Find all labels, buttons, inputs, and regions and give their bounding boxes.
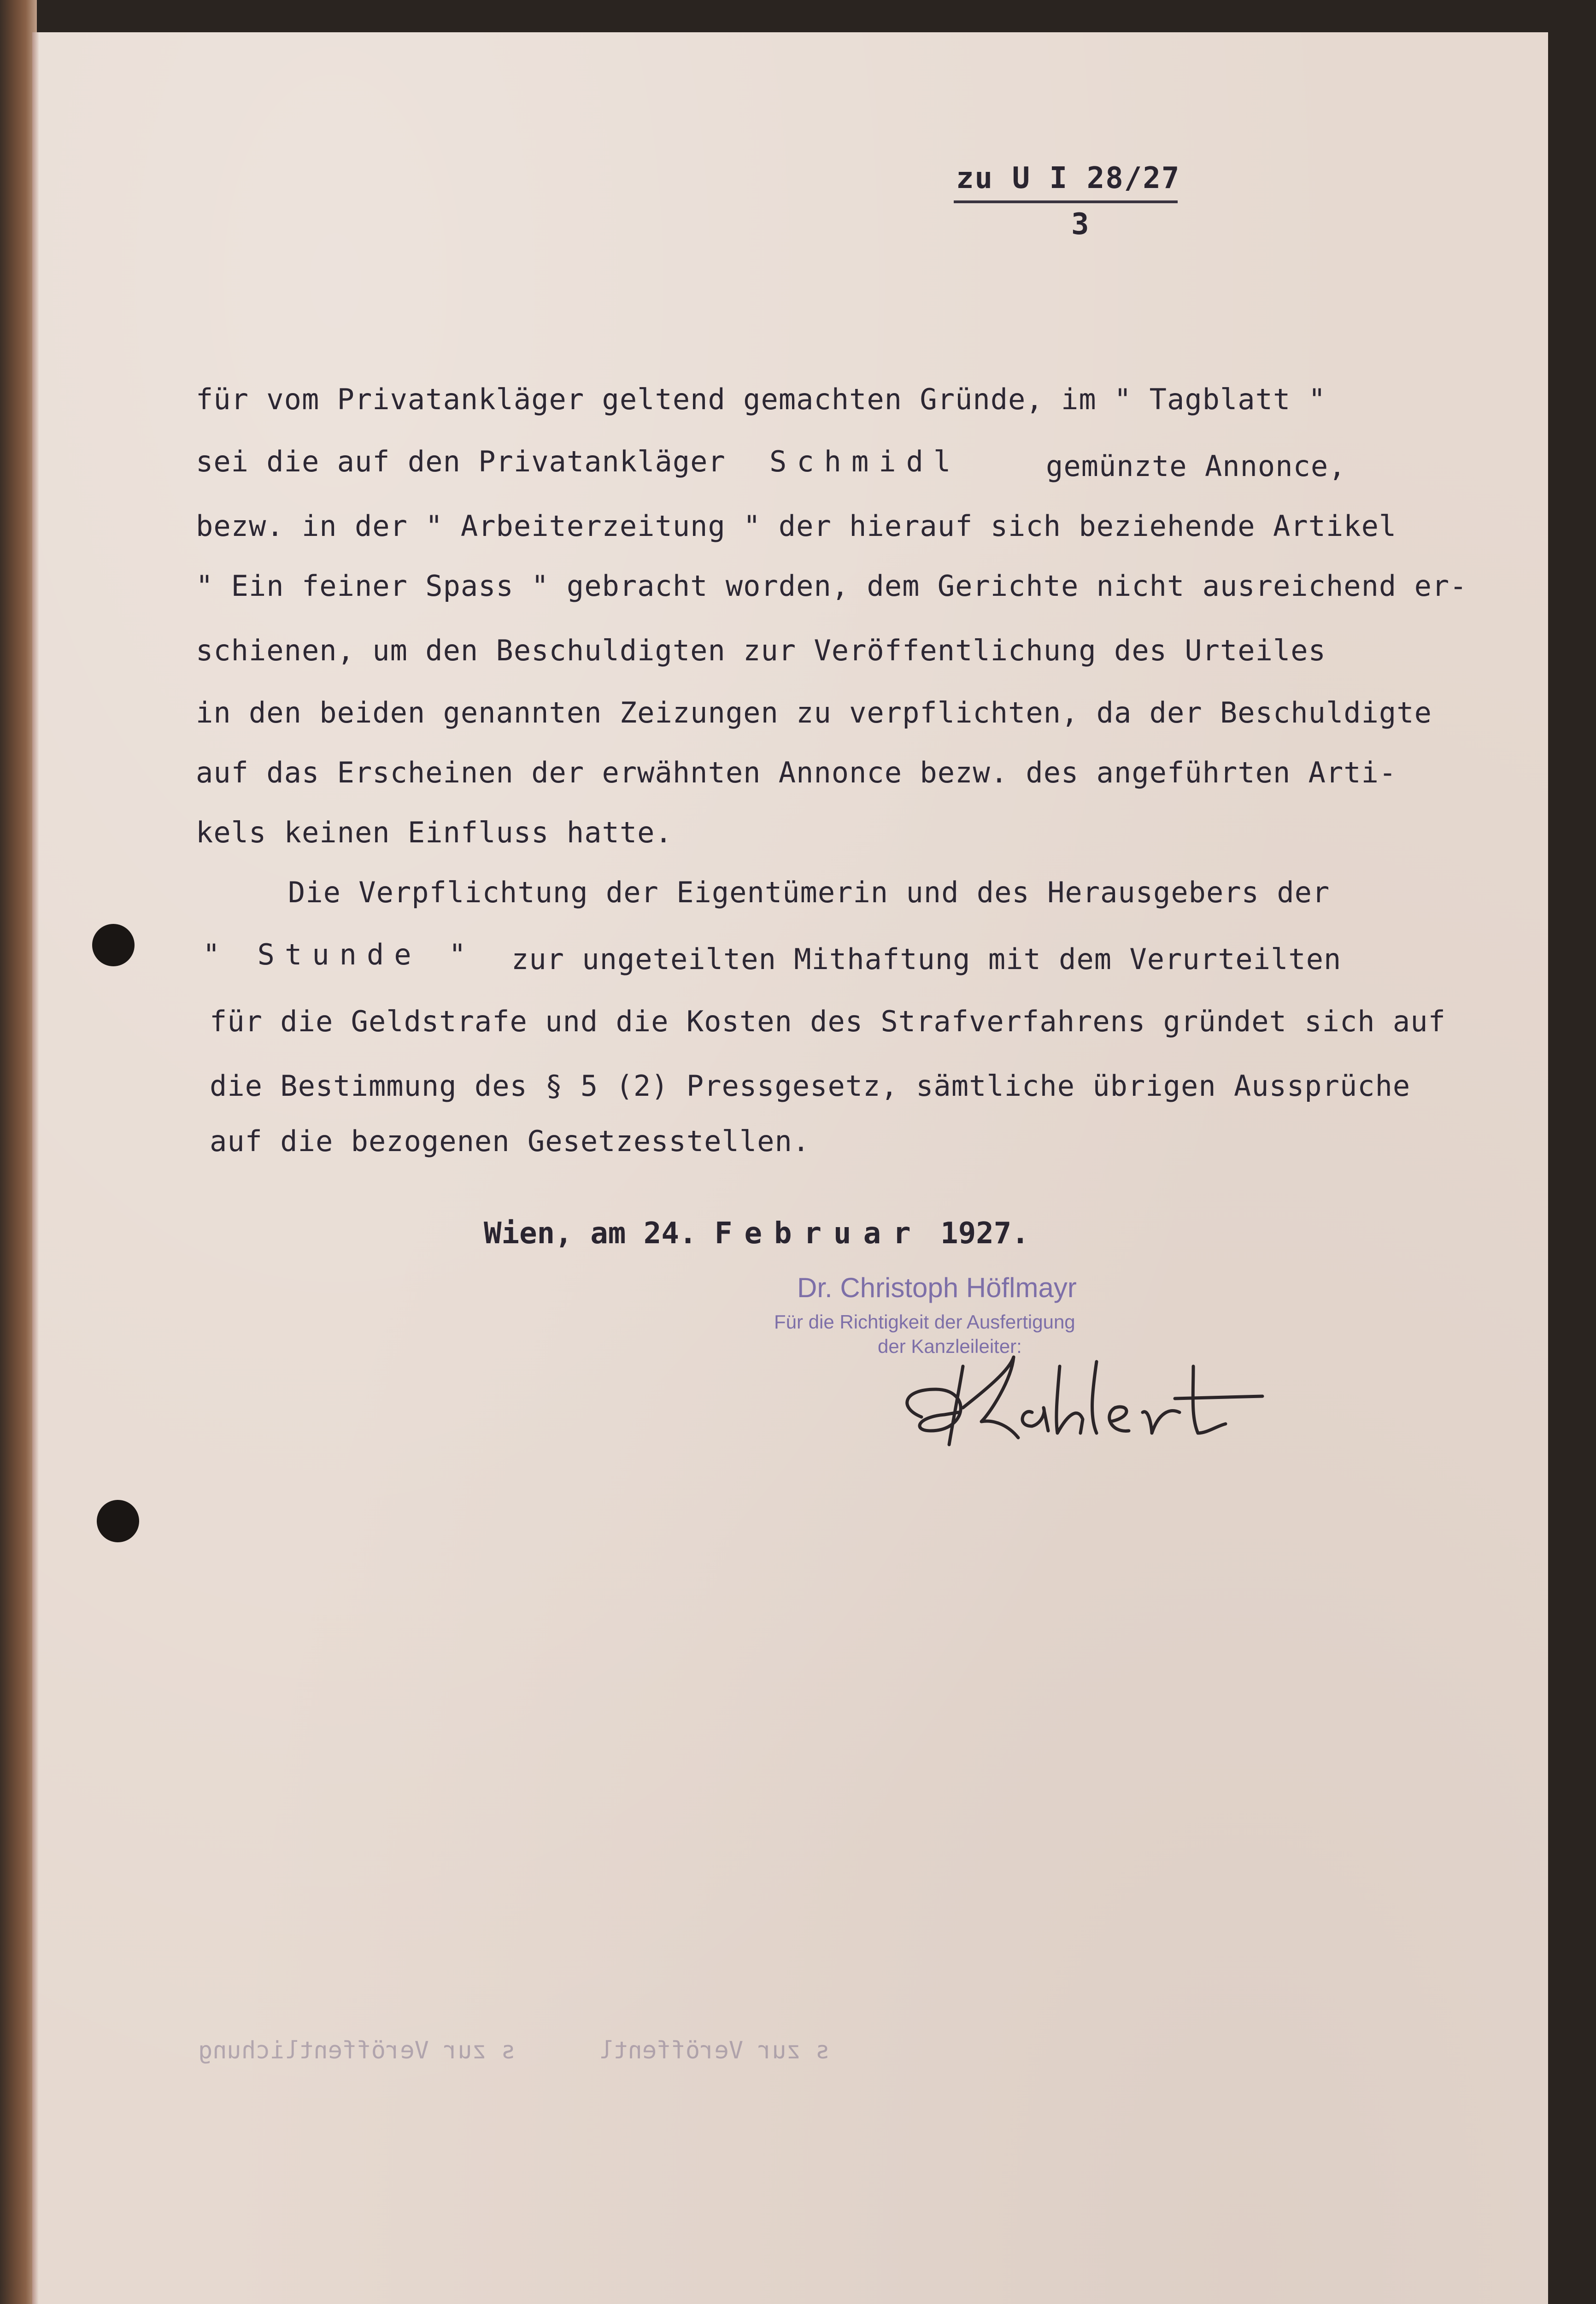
para2-line-3: für die Geldstrafe und die Kosten des Strafverfahrens gründet sich auf xyxy=(210,1005,1446,1038)
para2-line-5: auf die bezogenen Gesetzesstellen. xyxy=(210,1124,810,1158)
text-line-2-name: Schmidl xyxy=(769,445,961,478)
document-page xyxy=(32,32,1548,2304)
text-line-8: kels keinen Einfluss hatte. xyxy=(196,816,673,849)
reference-underline xyxy=(954,200,1178,203)
text-line-3: bezw. in der " Arbeiterzeitung " der hierauf sich beziehende Artikel xyxy=(196,509,1397,543)
text-line-5: schienen, um den Beschuldigten zur Veröffentlichung des Urteiles xyxy=(196,634,1326,667)
text-line-6: in den beiden genannten Zeizungen zu verpflichten, da der Beschuldigte xyxy=(196,696,1432,729)
bleed-through-text-2: s zur Veröffentl xyxy=(599,2037,830,2064)
date-line xyxy=(484,1217,1029,1251)
date-prefix: Wien, am 24. xyxy=(484,1217,697,1251)
punch-hole-bottom xyxy=(97,1500,139,1542)
para2-line-4: die Bestimmung des § 5 (2) Pressgesetz, sämtliche übrigen Aussprüche xyxy=(210,1069,1411,1103)
page-number: 3 xyxy=(1071,207,1089,241)
date-year: 1927. xyxy=(940,1217,1029,1251)
para2-line-1: Die Verpflichtung der Eigentümerin und des Herausgebers der xyxy=(288,876,1330,909)
binding-edge xyxy=(0,0,37,2304)
page-edge xyxy=(32,32,39,2304)
stamp-name: Dr. Christoph Höflmayr xyxy=(797,1272,1077,1303)
stamp-certification: Für die Richtigkeit der Ausfertigung xyxy=(774,1311,1075,1333)
para2-line-2-name: " Stunde " xyxy=(203,938,476,971)
text-line-4: " Ein feiner Spass " gebracht worden, dem Gerichte nicht ausreichend er- xyxy=(196,569,1467,603)
signature xyxy=(894,1339,1299,1477)
text-line-2a: sei die auf den Privatankläger xyxy=(196,445,726,478)
text-line-1: für vom Privatankläger geltend gemachten Gründe, im " Tagblatt " xyxy=(196,382,1326,416)
para2-line-2: zur ungeteilten Mithaftung mit dem Verurteilten xyxy=(511,942,1342,976)
bleed-through-text-1: s zur Veröffentlichung xyxy=(198,2037,516,2064)
text-line-7: auf das Erscheinen der erwähnten Annonce bezw. des angeführten Arti- xyxy=(196,756,1397,789)
date-month: Februar xyxy=(714,1217,923,1251)
punch-hole-top xyxy=(92,924,135,966)
stamp-title: der Kanzleileiter: xyxy=(878,1335,1022,1357)
file-reference: zu U I 28/27 xyxy=(956,161,1180,195)
text-line-2b: gemünzte Annonce, xyxy=(1046,449,1346,483)
